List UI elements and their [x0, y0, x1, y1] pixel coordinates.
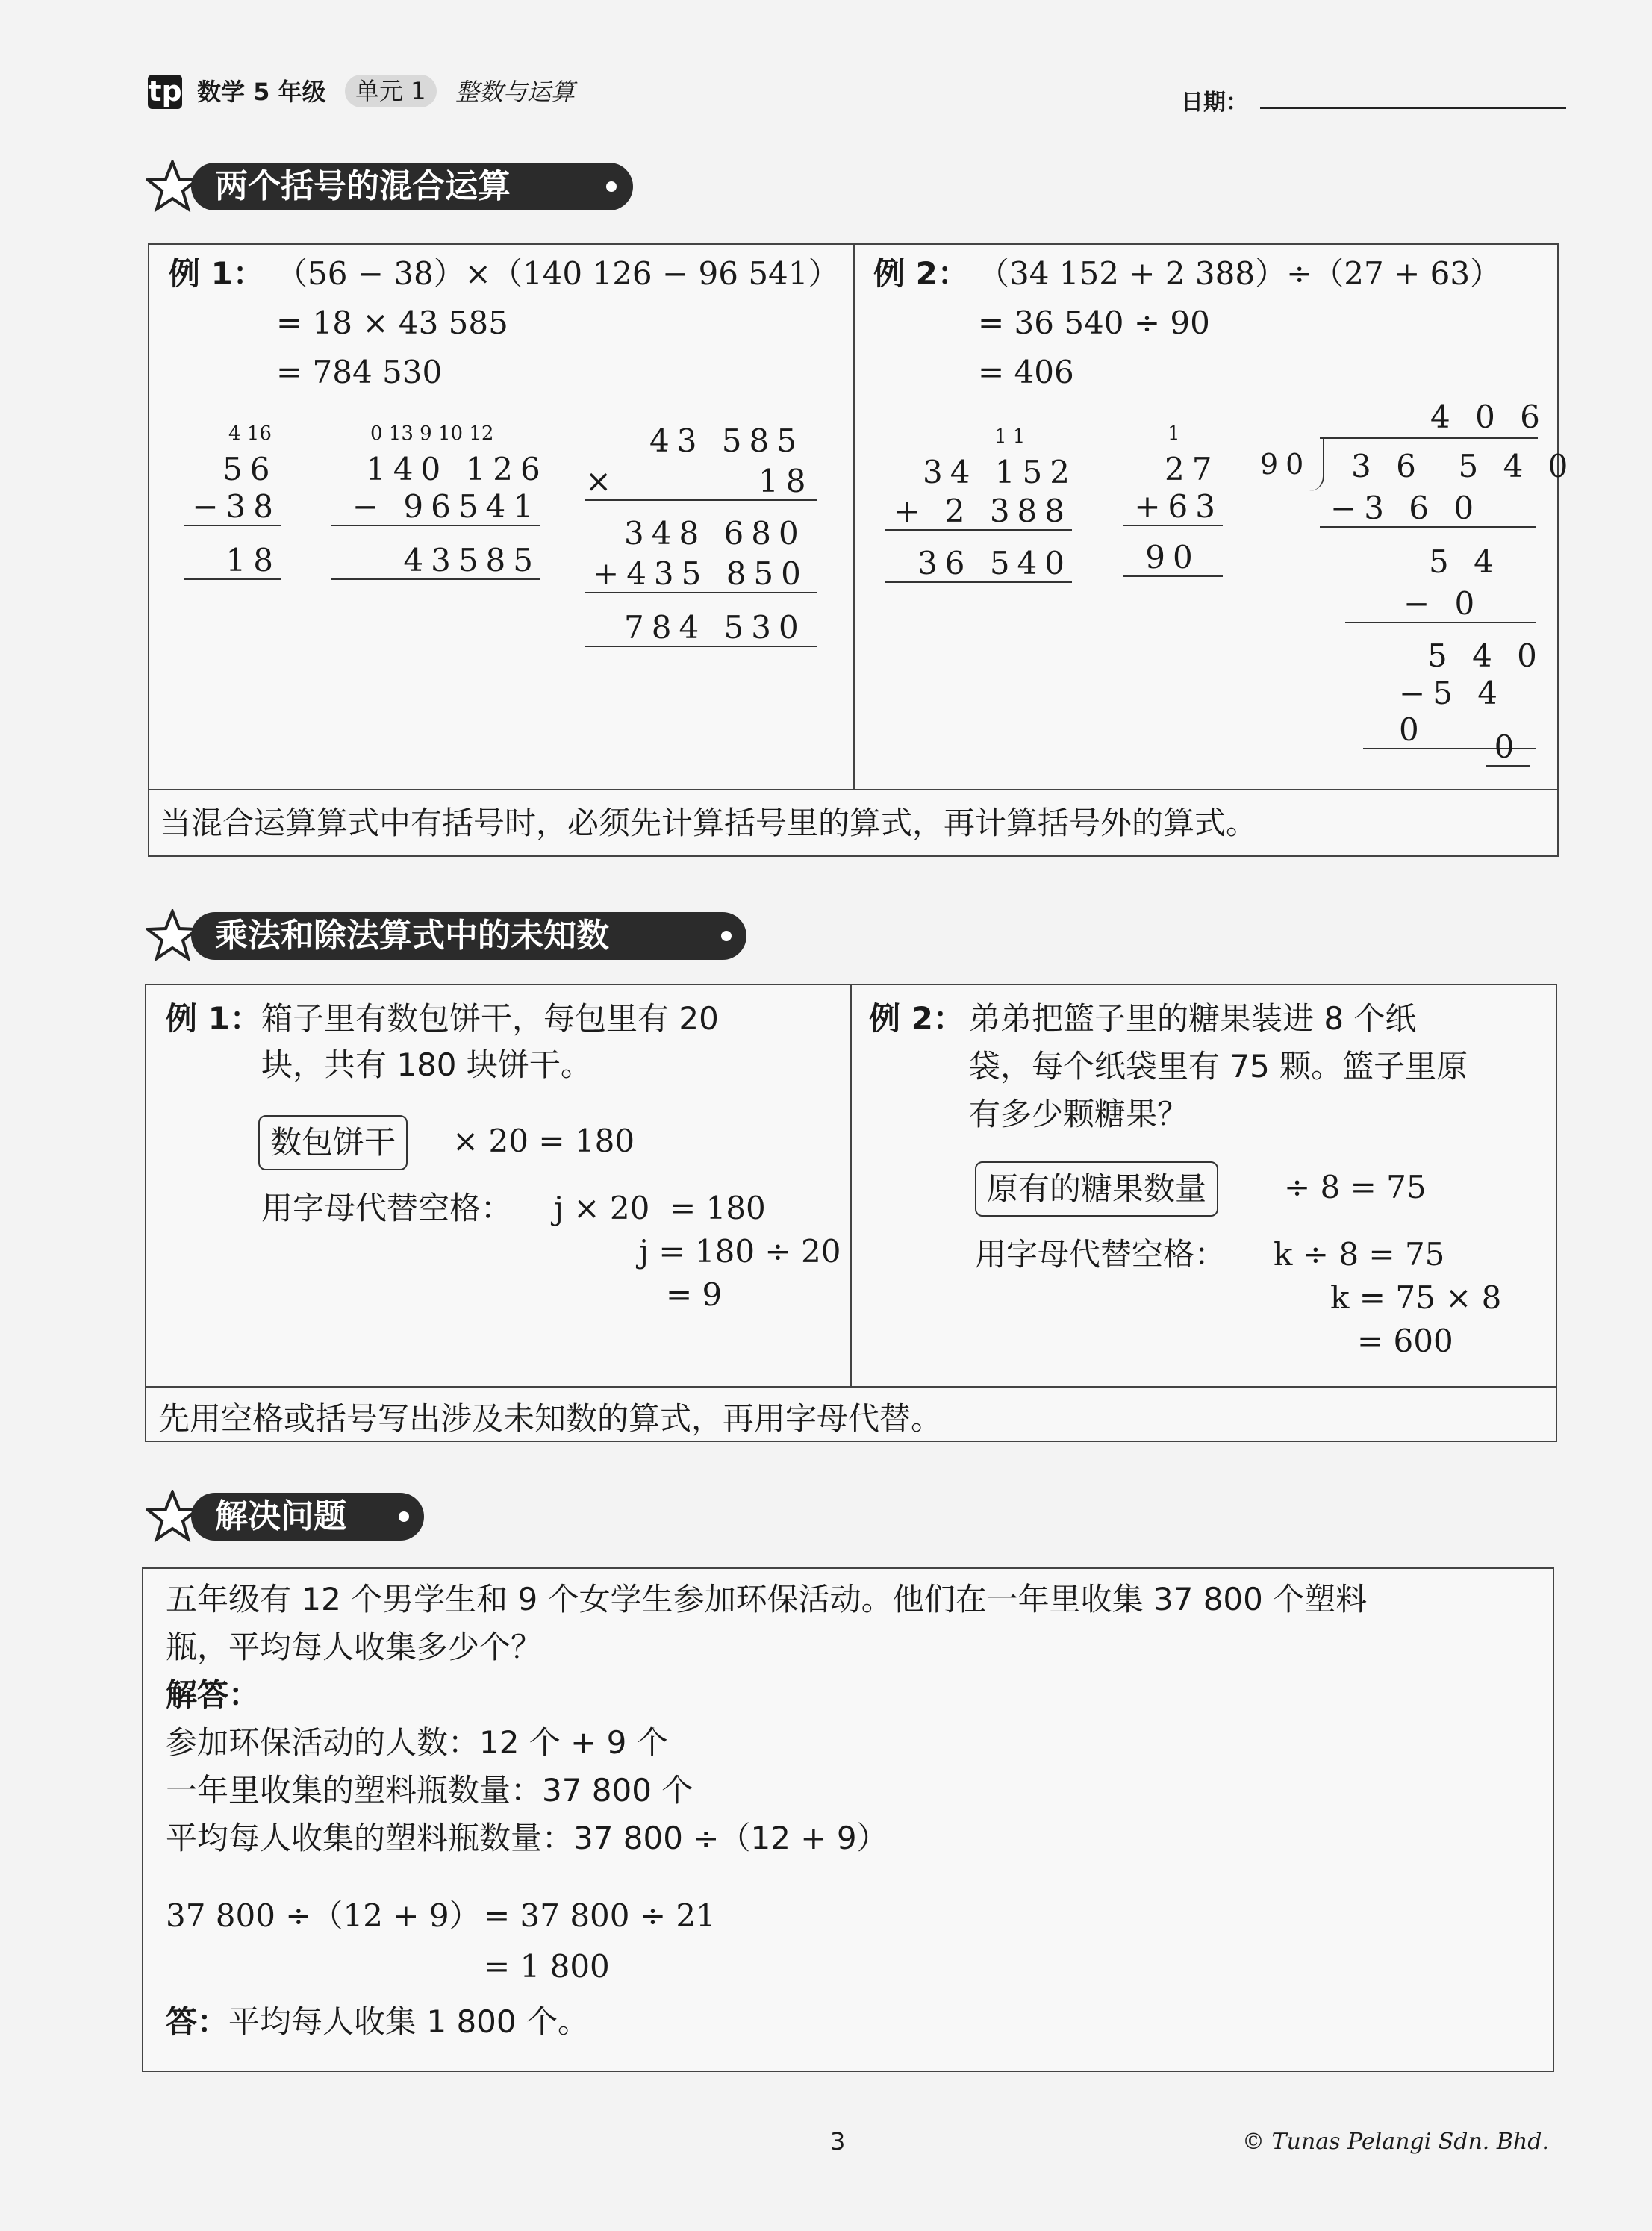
- section-title-3: [191, 1493, 424, 1541]
- column-divider: [853, 243, 855, 790]
- ex2-eq1: k ÷ 8 = 75: [1274, 1236, 1445, 1273]
- solution-step2: 一年里收集的塑料瓶数量：37 800 个: [166, 1772, 693, 1809]
- page-number: 3: [830, 2127, 846, 2156]
- ex2-line1: （34 152 + 2 388）÷（27 + 63）: [978, 255, 1502, 292]
- ex2-line3: = 406: [978, 354, 1074, 390]
- calc-line1: 37 800 ÷（12 + 9）: [166, 1897, 481, 1934]
- mul-p2: +435 850: [585, 555, 817, 593]
- ex1-label: 例 1：: [169, 255, 264, 292]
- ex1-text1: 箱子里有数包饼干，每包里有 20: [261, 1000, 719, 1037]
- add1-top: 34 152: [923, 454, 1077, 490]
- div-divisor: 90: [1260, 448, 1312, 481]
- ex1-eq1: j × 20 = 180: [554, 1190, 766, 1226]
- mul-bottom: × 18: [585, 463, 817, 501]
- subject-label: 数学 5 年级: [197, 78, 326, 106]
- sub2-bottom: − 96541: [331, 488, 540, 526]
- unit-chip: 单元 1: [345, 75, 437, 107]
- question-line2: 瓶，平均每人收集多少个？: [166, 1629, 543, 1665]
- solution-label: 解答：: [166, 1676, 261, 1713]
- div-s2: − 0: [1345, 585, 1536, 623]
- calc-line2: = 37 800 ÷ 21: [484, 1897, 716, 1934]
- section-dot: [606, 181, 617, 192]
- date-label: 日期：: [1181, 90, 1248, 116]
- sub2-result: 43585: [331, 542, 540, 580]
- unknown-box: 原有的糖果数量: [975, 1161, 1218, 1217]
- add1-bottom: + 2 388: [885, 493, 1072, 531]
- ex2-text2: 袋，每个纸袋里有 75 颗。篮子里原: [969, 1048, 1468, 1085]
- section-dot: [399, 1511, 409, 1522]
- solution-step3: 平均每人收集的塑料瓶数量：37 800 ÷（12 + 9）: [166, 1820, 888, 1856]
- note-divider: [145, 1386, 1557, 1388]
- mul-top: 43 585: [649, 422, 804, 459]
- div-r2: 5 4 0: [1427, 637, 1545, 674]
- ex2-label: 例 2：: [873, 255, 969, 292]
- div-s1: −3 6 0: [1320, 490, 1536, 528]
- ex1-line3: = 784 530: [276, 354, 443, 390]
- sub1-bottom: −38: [184, 488, 281, 526]
- answer-line: [166, 2000, 589, 2044]
- ex2-eq2: k = 75 × 8: [1330, 1279, 1502, 1316]
- add1-carry: 1 1: [994, 425, 1026, 448]
- mul-result: 784 530: [585, 609, 817, 647]
- column-divider: [850, 984, 852, 1387]
- div-dividend: 3 6 5 4 0: [1351, 448, 1576, 484]
- sub1-top: 56: [222, 451, 278, 487]
- ex2-eq: ÷ 8 = 75: [1284, 1169, 1427, 1205]
- answer-text: 平均每人收集 1 800 个。: [228, 2003, 589, 2040]
- ex1-line2: = 18 × 43 585: [276, 305, 508, 341]
- sub1-result: 18: [184, 542, 281, 580]
- ex1-eq2: j = 180 ÷ 20: [639, 1233, 841, 1270]
- question-line1: 五年级有 12 个男学生和 9 个女学生参加环保活动。他们在一年里收集 37 800 个塑料: [166, 1581, 1368, 1617]
- ex1-line1: （56 − 38）×（140 126 − 96 541）: [276, 255, 840, 292]
- calc-line3: = 1 800: [484, 1948, 610, 1985]
- section-title-text: 乘法和除法算式中的未知数: [215, 917, 609, 955]
- ex2-sub-label: 用字母代替空格：: [975, 1236, 1226, 1273]
- section-title-text: 解决问题: [215, 1497, 346, 1535]
- sub2-carry: 0 13 9 10 12: [370, 422, 494, 445]
- div-r3: 0: [1486, 728, 1530, 767]
- answer-label: 答：: [166, 2003, 229, 2040]
- div-r1: 5 4: [1429, 543, 1501, 580]
- date-line: [1260, 107, 1566, 109]
- div-quotient: 4 0 6: [1430, 399, 1547, 435]
- ex2-label: 例 2：: [869, 1000, 964, 1037]
- section-dot: [721, 931, 732, 941]
- note-divider: [148, 789, 1559, 790]
- ex1-sub-label: 用字母代替空格：: [261, 1190, 513, 1226]
- ex1-eq3: = 9: [666, 1276, 723, 1313]
- ex2-eq3: = 600: [1357, 1323, 1453, 1359]
- unknown-box: 数包饼干: [258, 1115, 408, 1170]
- section-title-text: 两个括号的混合运算: [215, 167, 511, 205]
- ex1-text2: 块，共有 180 块饼干。: [261, 1046, 592, 1083]
- add2-top: 27: [1165, 451, 1220, 487]
- unit-title: 整数与运算: [455, 78, 576, 106]
- div-bar: [1320, 437, 1538, 439]
- ex1-label: 例 1：: [166, 1000, 261, 1037]
- div-bracket: [1309, 437, 1324, 491]
- add1-result: 36 540: [885, 545, 1072, 583]
- section1-note: 当混合运算算式中有括号时，必须先计算括号里的算式，再计算括号外的算式。: [160, 805, 1258, 841]
- ex2-line2: = 36 540 ÷ 90: [978, 305, 1210, 341]
- add2-bottom: +63: [1123, 488, 1223, 526]
- section-title-1: [191, 163, 633, 210]
- section-title-2: [191, 912, 746, 960]
- ex2-text1: 弟弟把篮子里的糖果装进 8 个纸: [969, 1000, 1417, 1037]
- add2-result: 90: [1123, 539, 1223, 577]
- publisher-logo: tp: [148, 75, 182, 107]
- copyright: © Tunas Pelangi Sdn. Bhd.: [1242, 2129, 1549, 2155]
- mul-p1: 348 680: [624, 515, 806, 552]
- solution-step1: 参加环保活动的人数：12 个 + 9 个: [166, 1724, 668, 1761]
- sub2-top: 140 126: [366, 451, 548, 487]
- section2-note: 先用空格或括号写出涉及未知数的算式，再用字母代替。: [158, 1400, 943, 1437]
- div-s3: −5 4 0: [1363, 675, 1536, 749]
- ex2-text3: 有多少颗糖果？: [969, 1096, 1189, 1132]
- sub1-carry: 4 16: [228, 422, 272, 445]
- ex1-eq: × 20 = 180: [452, 1123, 635, 1159]
- add2-carry: 1: [1168, 422, 1180, 445]
